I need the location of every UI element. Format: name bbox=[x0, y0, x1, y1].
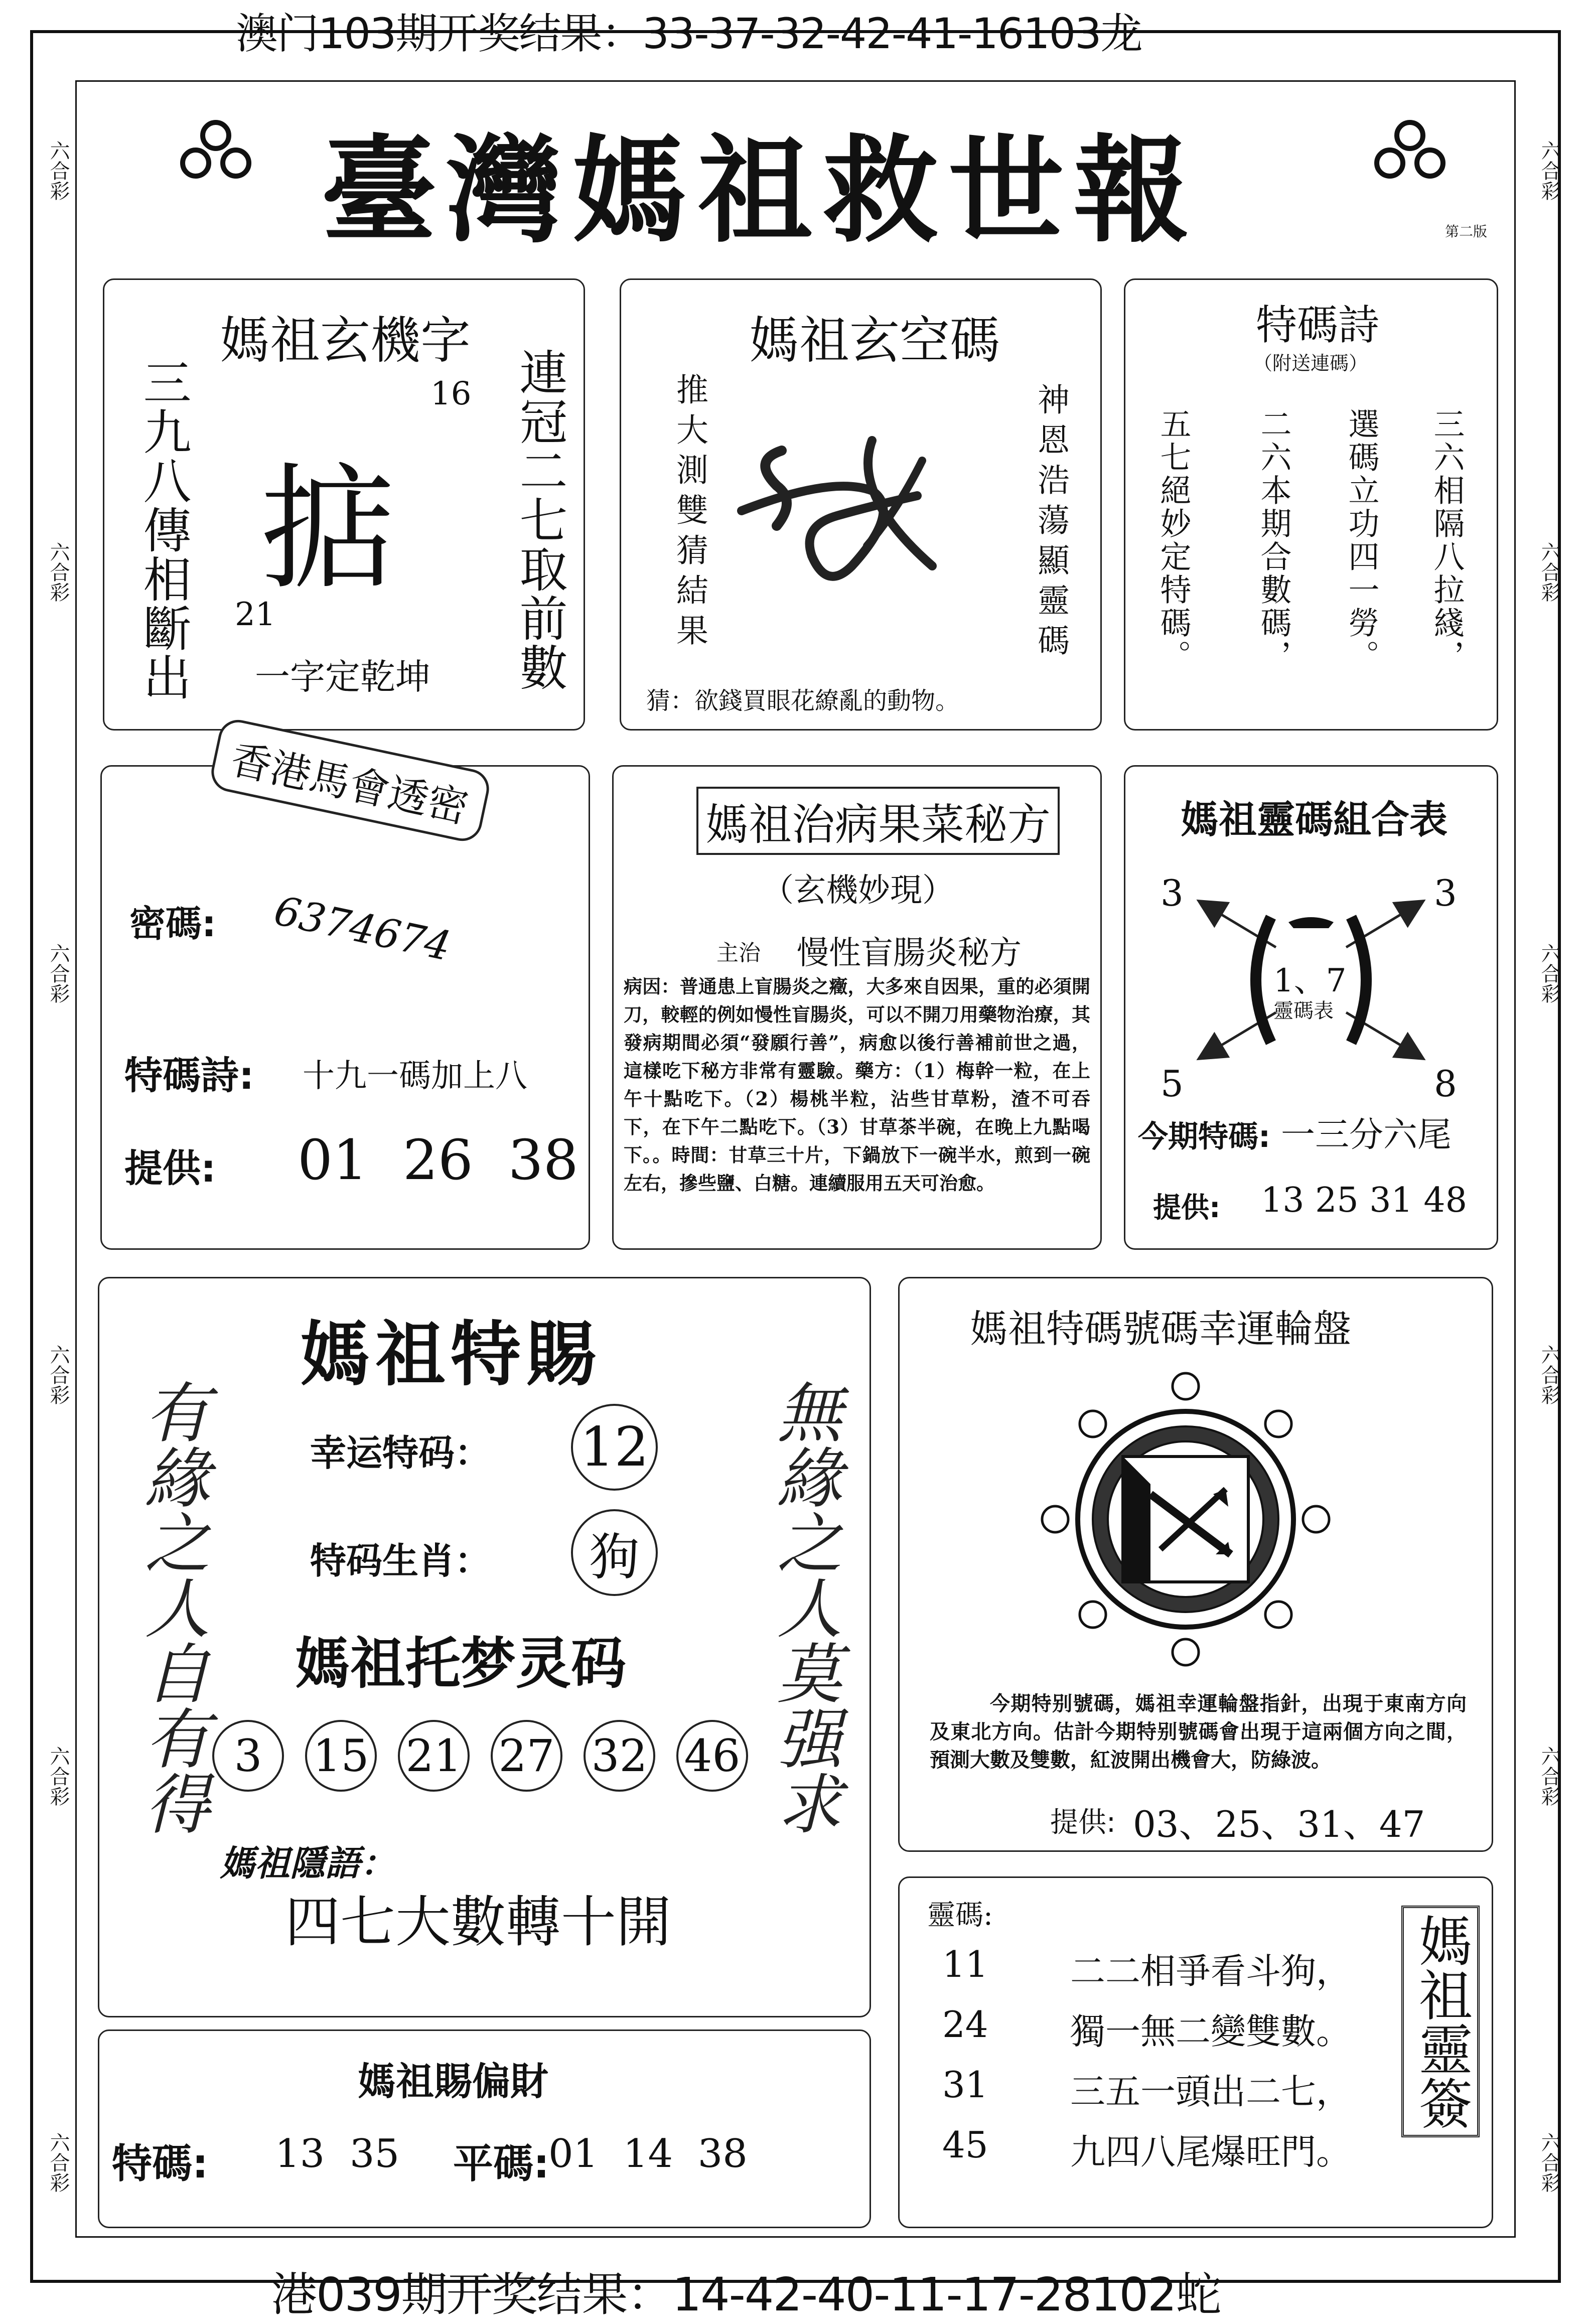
dream-number-4 bbox=[491, 1720, 562, 1792]
dream-number-5 bbox=[584, 1720, 655, 1792]
left-border-label-4: 六合彩 bbox=[47, 1345, 70, 1405]
wealth-special: 13 35 bbox=[275, 2131, 400, 2176]
poem-subtitle: （附送連碼） bbox=[1253, 352, 1368, 374]
combo-provide: 13 25 31 48 bbox=[1261, 1181, 1467, 1220]
combo-corner-br: 8 bbox=[1434, 1063, 1457, 1105]
right-border-label-5: 六合彩 bbox=[1538, 1746, 1561, 1806]
hk-poem-label: 特碼詩: bbox=[124, 1053, 254, 1098]
lingma-row-4-text: 九四八尾爆旺門。 bbox=[1070, 2131, 1351, 2172]
wheel-description: 今期特别號碼，媽祖幸運輪盤指針，出現于東南方向及東北方向。估計今期特别號碼會出現于這兩個方向之間，預測大數及雙數，紅波開出機會大，防綠波。 bbox=[930, 1692, 1467, 1772]
recipe-title: 媽祖治病果菜秘方 bbox=[696, 787, 1060, 855]
right-border-label-3: 六合彩 bbox=[1538, 943, 1561, 1003]
hk-password-label: 密碼: bbox=[129, 903, 216, 945]
wheel-provide-label: 提供: bbox=[1050, 1806, 1116, 1839]
lingma-row-3-text: 三五一頭出二七， bbox=[1070, 2071, 1351, 2112]
xuankong-brush-glyph bbox=[721, 395, 982, 606]
gift-dream-title: 媽祖托梦灵码 bbox=[295, 1632, 626, 1696]
bottom-banner: 港039期开奖结果：14-42-40-11-17-28102蛇 bbox=[271, 2268, 1221, 2321]
xuankong-left-col: 推大測雙猜結果 bbox=[671, 373, 708, 654]
gift-lucky-number: 12 bbox=[580, 1416, 649, 1479]
wealth-flat-label: 平碼: bbox=[453, 2140, 549, 2187]
combo-special: 一三分六尾 bbox=[1281, 1115, 1452, 1155]
hk-poem: 十九一碼加上八 bbox=[303, 1058, 527, 1095]
lingma-row-4-num: 45 bbox=[942, 2124, 988, 2166]
xuankong-box bbox=[620, 278, 1102, 731]
lingma-badge: 媽祖靈簽 bbox=[1401, 1906, 1480, 2137]
gift-title: 媽祖特賜 bbox=[300, 1314, 602, 1396]
poem-title: 特碼詩 bbox=[1256, 302, 1380, 349]
combo-title: 媽祖靈碼組合表 bbox=[1181, 797, 1448, 842]
poem-col-2: 選碼立功四一勞。 bbox=[1343, 408, 1380, 673]
lingma-row-2-num: 24 bbox=[942, 2003, 988, 2046]
dream-number-4-text: 27 bbox=[498, 1730, 555, 1782]
gift-box bbox=[98, 1277, 871, 2017]
lingma-row-3-num: 31 bbox=[942, 2064, 988, 2106]
left-border-label-6: 六合彩 bbox=[47, 2132, 70, 2193]
left-border-label-2: 六合彩 bbox=[47, 542, 70, 602]
gift-lucky-label: 幸运特码： bbox=[310, 1432, 491, 1474]
poem-box bbox=[1124, 278, 1498, 731]
poem-col-3: 二六本期合數碼， bbox=[1255, 408, 1292, 673]
poem-col-1: 三六相隔八拉綫， bbox=[1428, 408, 1465, 673]
hk-box bbox=[100, 736, 590, 1250]
masthead-flower-left bbox=[176, 115, 256, 196]
dream-number-2 bbox=[305, 1720, 377, 1792]
gift-right-calligraphy: 無緣之人莫强求 bbox=[766, 1379, 842, 1835]
gift-zodiac-circle bbox=[571, 1509, 658, 1596]
masthead-title: 臺灣媽祖救世報 bbox=[321, 124, 1200, 258]
recipe-treat: 慢性盲腸炎秘方 bbox=[797, 935, 1022, 972]
lingma-box bbox=[898, 1876, 1493, 2228]
dream-number-6 bbox=[676, 1720, 748, 1792]
xuanji-box bbox=[103, 278, 585, 731]
combo-special-label: 今期特碼: bbox=[1138, 1119, 1270, 1154]
hk-stamp: 香港馬會透密 bbox=[208, 716, 493, 844]
dream-number-3 bbox=[398, 1720, 470, 1792]
left-border-label-5: 六合彩 bbox=[47, 1746, 70, 1806]
xuanji-title: 媽祖玄機字 bbox=[220, 311, 471, 370]
xuanji-number-bottom: 21 bbox=[235, 596, 276, 633]
recipe-subtitle: （玄機妙現） bbox=[762, 872, 954, 909]
dream-number-1-text: 3 bbox=[234, 1730, 262, 1782]
xuanji-left-col: 三九八傳相斷出 bbox=[135, 358, 192, 702]
combo-corner-tl: 3 bbox=[1161, 872, 1184, 914]
lingma-label: 靈碼: bbox=[927, 1899, 993, 1932]
poem-col-4: 五七絕妙定特碼。 bbox=[1155, 408, 1192, 673]
combo-corner-tr: 3 bbox=[1434, 872, 1457, 914]
right-border-label-2: 六合彩 bbox=[1538, 542, 1561, 602]
gift-left-calligraphy: 有緣之人自有得 bbox=[134, 1379, 210, 1835]
combo-corner-bl: 5 bbox=[1161, 1063, 1184, 1105]
right-border-label-1: 六合彩 bbox=[1538, 140, 1561, 201]
dream-number-5-text: 32 bbox=[591, 1730, 648, 1782]
wealth-box bbox=[98, 2029, 871, 2228]
dream-number-3-text: 21 bbox=[405, 1730, 462, 1782]
dream-number-6-text: 46 bbox=[684, 1730, 741, 1782]
dream-number-2-text: 15 bbox=[313, 1730, 369, 1782]
xuanji-right-col: 連冠二七取前數 bbox=[512, 348, 568, 692]
dream-number-1 bbox=[212, 1720, 284, 1792]
xuanji-number-top: 16 bbox=[430, 375, 472, 412]
wealth-special-label: 特碼: bbox=[112, 2140, 208, 2187]
recipe-box bbox=[612, 765, 1102, 1250]
wheel-provide: 03、25、31、47 bbox=[1133, 1803, 1425, 1845]
roulette-wheel-graphic bbox=[1030, 1364, 1341, 1675]
xuankong-right-col: 神恩浩蕩顯靈碼 bbox=[1032, 383, 1069, 664]
edition-label: 第二版 bbox=[1445, 223, 1488, 240]
gift-hidden: 四七大數轉十開 bbox=[285, 1890, 671, 1954]
lingma-row-1-num: 11 bbox=[942, 1943, 988, 1985]
xuanji-character: 掂 bbox=[260, 450, 395, 608]
gift-zodiac-label: 特码生肖： bbox=[310, 1540, 491, 1582]
hk-password: 6374674 bbox=[270, 887, 455, 970]
hk-provide: 01 26 38 bbox=[298, 1128, 578, 1192]
wheel-box bbox=[898, 1277, 1493, 1852]
hk-provide-label: 提供: bbox=[124, 1146, 216, 1191]
lingma-row-2-text: 獨一無二變雙數。 bbox=[1070, 2011, 1351, 2052]
right-border-label-4: 六合彩 bbox=[1538, 1345, 1561, 1405]
combo-box bbox=[1124, 765, 1498, 1250]
gift-lucky-circle bbox=[571, 1404, 658, 1491]
combo-center-label: 靈碼表 bbox=[1273, 999, 1334, 1023]
wealth-title: 媽祖賜偏財 bbox=[358, 2059, 548, 2104]
lingma-row-1-text: 二二相爭看斗狗， bbox=[1070, 1951, 1351, 1992]
right-border-label-6: 六合彩 bbox=[1538, 2132, 1561, 2193]
left-border-label-3: 六合彩 bbox=[47, 943, 70, 1003]
left-border-label-1: 六合彩 bbox=[47, 140, 70, 201]
xuanji-caption: 一字定乾坤 bbox=[255, 656, 430, 697]
recipe-body: 病因：普通患上盲腸炎之癥，大多來自因果，重的必須開刀，較輕的例如慢性盲腸炎，可以不開刀用藥物治療，其發病期間必須“發願行善”，病愈以後行善補前世之過，這樣吃下秘方非常有靈驗。藥方：（1）梅幹一粒，在上午十點吃下。（2）楊桃半粒，沾些甘草粉，渣不可吞下，在下午二點吃下。（3）甘草茶半碗，在晚上九點喝下。。時間：甘草三十片，下鍋放下一碗半水，煎到一碗左右，摻些鹽、白糖。連續服用五天可治愈。 bbox=[624, 975, 1090, 1194]
gift-hidden-label: 媽祖隱語： bbox=[220, 1843, 395, 1884]
wealth-flat: 01 14 38 bbox=[548, 2131, 748, 2176]
recipe-treat-label: 主治 bbox=[716, 940, 761, 966]
top-banner: 澳门103期开奖结果：33-37-32-42-41-16103龙 bbox=[236, 9, 1142, 58]
combo-provide-label: 提供: bbox=[1153, 1192, 1221, 1224]
wheel-title: 媽祖特碼號碼幸運輪盤 bbox=[970, 1306, 1351, 1351]
masthead-flower-right bbox=[1370, 115, 1450, 196]
gift-zodiac: 狗 bbox=[589, 1527, 640, 1586]
xuankong-riddle: 猜：欲錢買眼花繚亂的動物。 bbox=[646, 687, 960, 715]
combo-center-numbers: 1、7 bbox=[1273, 962, 1347, 999]
xuankong-title: 媽祖玄空碼 bbox=[749, 311, 1000, 370]
